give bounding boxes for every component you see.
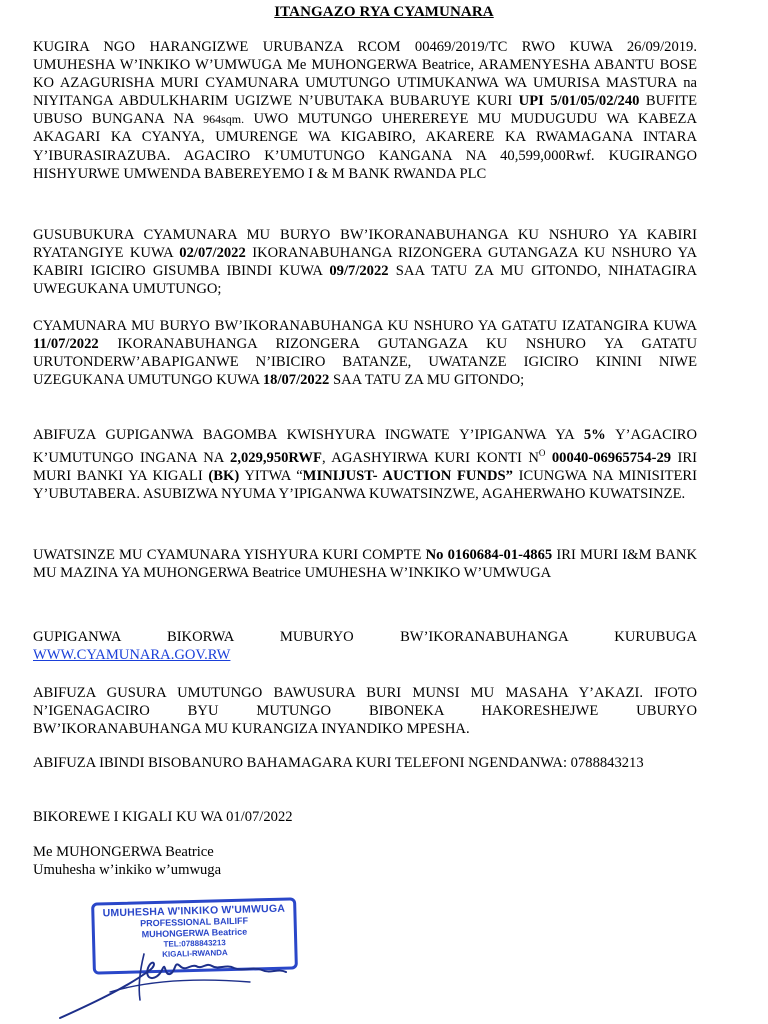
text: GUSUBUKURA CYAMUNARA MU BURYO BW’IKORANABUHANGA KU NSHURO YA KABIRI RYATANGIYE KUWA bbox=[33, 227, 697, 262]
property-area: 964sqm. bbox=[203, 112, 245, 127]
paragraph-online-bidding bbox=[33, 628, 697, 646]
document-title: ITANGAZO RYA CYAMUNARA bbox=[274, 4, 494, 20]
compte-number: No 0160684-01-4865 bbox=[425, 547, 553, 563]
text: CYAMUNARA MU BURYO BW’IKORANABUHANGA KU NSHURO YA GATATU IZATANGIRA KUWA bbox=[33, 318, 697, 334]
text: UWATSINZE MU CYAMUNARA YISHYURA KURI COMPTE bbox=[33, 547, 426, 563]
text: IKORANABUHANGA RIZONGERA GUTANGAZA KU NSHURO YA KABIRI IGICIRO GISUMBA IBINDI KUWA bbox=[33, 245, 697, 280]
text: ABIFUZA GUPIGANWA BAGOMBA KWISHYURA INGWATE Y’IPIGANWA YA bbox=[33, 427, 584, 443]
text: IRI MURI I&M BANK MU MAZINA YA MUHONGERWA Beatrice UMUHESHA W’INKIKO W’UMWUGA bbox=[33, 547, 697, 582]
website-link[interactable]: WWW.CYAMUNARA.GOV.RW bbox=[33, 647, 231, 663]
paragraph-payment bbox=[33, 546, 697, 582]
deposit-amount: 2,029,950RWF bbox=[230, 449, 322, 466]
handwritten-signature bbox=[40, 930, 340, 1024]
text: KUGIRA NGO HARANGIZWE URUBANZA RCOM 00469/2019/TC RWO KUWA 26/09/2019. UMUHESHA W’INKIKO W’UMWUGA Me MUHONGERWA Beatrice, ARAMENYESHA ABANTU BOSE KO AZAGURISHA MURI CYAMUNARA UMUTUNGO UTIMUKANWA WA UMURISA MASTURA na NIYITANGA ABDULKHARIM UGIZWE N’UBUTAKA BUBARUYE KURI bbox=[33, 39, 697, 110]
text: ICUNGWA NA MINISITERI Y’UBUTABERA. ASUBIZWA NYUMA Y’IPIGANWA KUWATSINZWE, AGAHERWAHO KUWATSINZE. bbox=[33, 468, 697, 503]
deposit-percent: 5% bbox=[583, 427, 606, 443]
text: Y’AGACIRO K’UMUTUNGO INGANA NA bbox=[33, 427, 697, 466]
stamp-line: KIGALI-RWANDA bbox=[162, 948, 228, 959]
text: , AGASHYIRWA KURI KONTI N bbox=[321, 449, 539, 466]
fund-name: MINIJUST- AUCTION FUNDS” bbox=[302, 468, 513, 485]
paragraph-online-bidding-link bbox=[33, 646, 697, 664]
signer-role: Umuhesha w’inkiko w’umwuga bbox=[33, 862, 222, 878]
text: SAA TATU ZA MU GITONDO, NIHATAGIRA UWEGUKANA UMUTUNGO; bbox=[33, 263, 697, 298]
paragraph-contact: ABIFUZA IBINDI BISOBANURO BAHAMAGARA KURI TELEFONI NGENDANWA: 0788843213 bbox=[33, 755, 644, 771]
paragraph-date-place: BIKOREWE I KIGALI KU WA 01/07/2022 bbox=[33, 809, 293, 825]
paragraph-third-auction bbox=[33, 317, 697, 389]
date: 02/07/2022 bbox=[179, 245, 246, 262]
text: SAA TATU ZA MU GITONDO; bbox=[329, 372, 525, 389]
text: YITWA “ bbox=[239, 468, 303, 485]
paragraph-deposit bbox=[33, 426, 697, 503]
account-number: 00040-06965754-29 bbox=[551, 449, 672, 466]
text: UWO MUTUNGO UHEREREYE MU MUDUGUDU WA KABEZA AKAGARI KA CYANYA, UMURENGE WA KIGABIRO, AKARERE KA RWAMAGANA INTARA Y’IBURASIRAZUBA. AGACIRO K’UMUTUNGO KANGANA NA 40,599,000Rwf. KUGIRANGO HISHYURWE UMWENDA BABEREYEMO I & M BANK RWANDA PLC bbox=[33, 111, 698, 182]
date: 11/07/2022 bbox=[33, 336, 99, 353]
text: GUPIGANWA BIKORWA MUBURYO BW’IKORANABUHANGA KURUBUGA bbox=[33, 629, 697, 645]
upi-number: UPI 5/01/05/02/240 bbox=[518, 93, 640, 110]
text: IRI MURI BANKI YA KIGALI bbox=[33, 449, 697, 485]
text: BUFITE UBUSO BUNGANA NA bbox=[33, 93, 698, 128]
superscript: O bbox=[538, 448, 546, 459]
stamp-line: UMUHESHA W'INKIKO W'UMWUGA bbox=[102, 902, 286, 920]
date: 18/07/2022 bbox=[262, 372, 330, 389]
date: 09/7/2022 bbox=[329, 263, 389, 280]
paragraph-visit: ABIFUZA GUSURA UMUTUNGO BAWUSURA BURI MUNSI MU MASAHA Y’AKAZI. IFOTO N’IGENAGACIRO BYU MUTUNGO BIBONEKA HAKORESHEJWE UBURYO BW’IKORANABUHANGA MU KURANGIZA INYANDIKO MPESHA. bbox=[33, 685, 697, 738]
bank-abbrev: (BK) bbox=[208, 468, 240, 485]
paragraph-case-and-property bbox=[33, 38, 697, 183]
text: IKORANABUHANGA RIZONGERA GUTANGAZA KU NSHURO YA GATATU URUTONDERW’ABAPIGANWE N’IBICIRO BATANZE, UWATANZE IGICIRO KININI NIWE UZEGUKANA UMUTUNGO KUWA bbox=[33, 336, 697, 389]
signer-name: Me MUHONGERWA Beatrice bbox=[33, 844, 214, 860]
stamp-line: PROFESSIONAL BAILIFF bbox=[140, 915, 249, 929]
stamp-line: MUHONGERWA Beatrice bbox=[141, 926, 248, 940]
stamp-line: TEL:0788843213 bbox=[163, 938, 226, 949]
paragraph-second-auction bbox=[33, 226, 697, 298]
